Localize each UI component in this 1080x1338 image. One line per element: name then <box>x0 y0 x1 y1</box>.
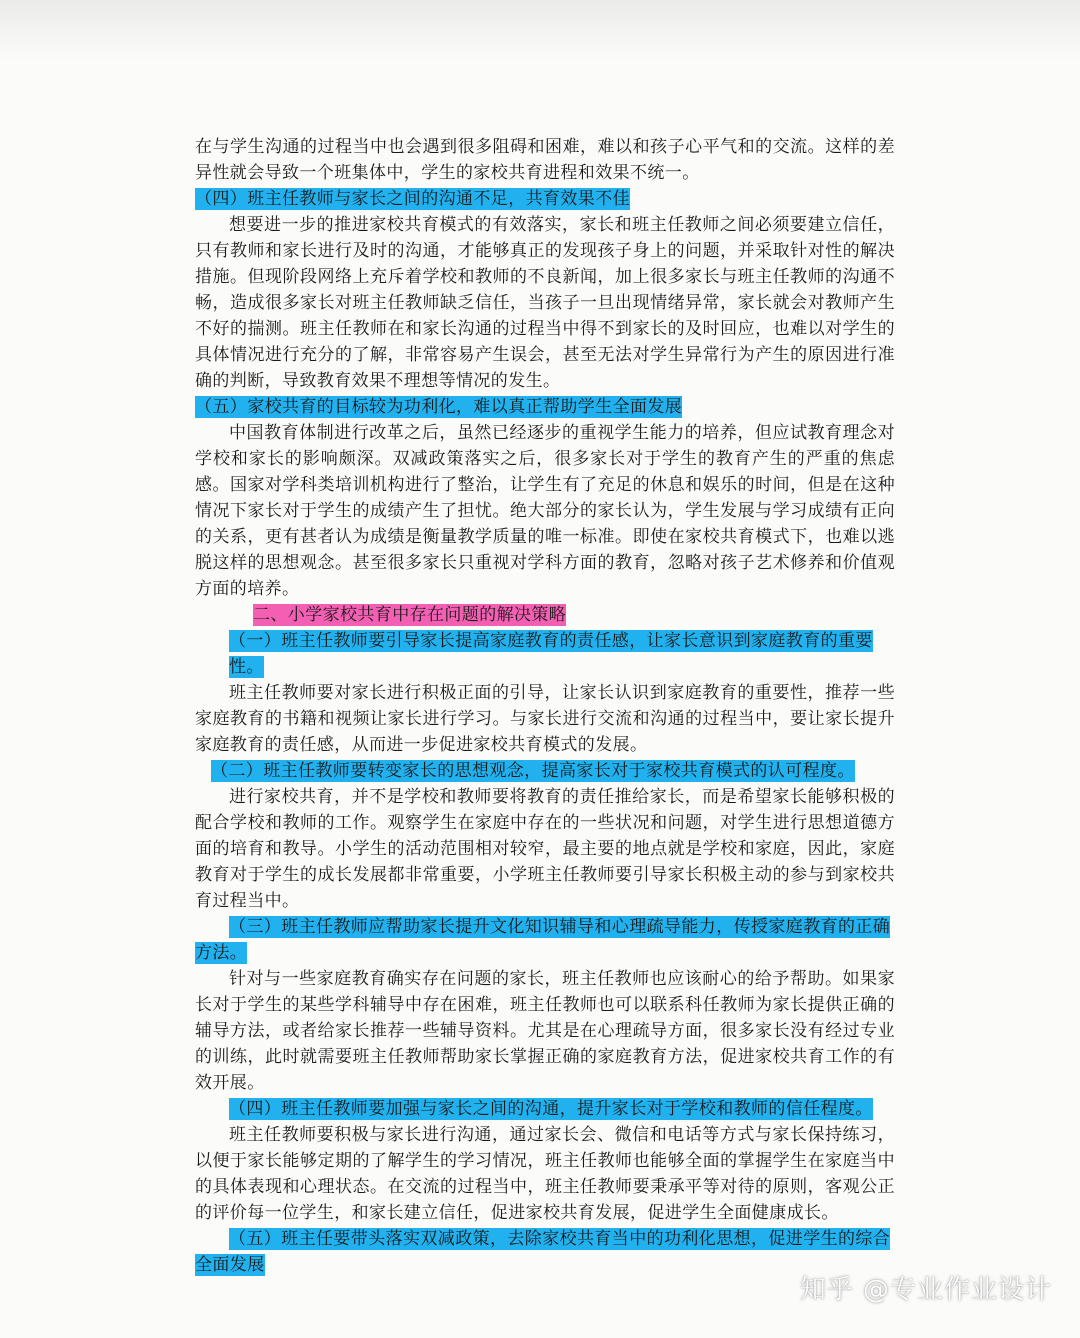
watermark: 知乎 @专业作业设计 <box>799 1275 1052 1305</box>
highlighted-subheading: （三）班主任教师应帮助家长提升文化知识辅导和心理疏导能力，传授家庭教育的正确方法。 <box>195 917 891 963</box>
highlighted-subheading: （五）家校共育的目标较为功利化，难以真正帮助学生全面发展 <box>195 397 683 417</box>
subheading <box>195 758 895 784</box>
paragraph: 班主任教师要积极与家长进行沟通，通过家长会、微信和电话等方式与家长保持练习，以便于家长能够定期的了解学生的学习情况，班主任教师也能够全面的掌握学生在家庭当中的具体表现和心理状态。在交流的过程当中，班主任教师要秉承平等对待的原则，客观公正的评价每一位学生，和家长建立信任，促进家校共育发展，促进学生全面健康成长。 <box>195 1125 895 1223</box>
paragraph: 针对与一些家庭教育确实存在问题的家长，班主任教师也应该耐心的给予帮助。如果家长对于学生的某些学科辅导中存在困难，班主任教师也可以联系科任教师为家长提供正确的辅导方法，或者给家长推荐一些辅导资料。尤其是在心理疏导方面，很多家长没有经过专业的训练，此时就需要班主任教师帮助家长掌握正确的家庭教育方法，促进家校共育工作的有效开展。 <box>195 969 895 1093</box>
paragraph: 想要进一步的推进家校共育模式的有效落实，家长和班主任教师之间必须要建立信任，只有教师和家长进行及时的沟通，才能够真正的发现孩子身上的问题，并采取针对性的解决措施。但现阶段网络上充斥着学校和教师的不良新闻，加上很多家长与班主任教师的沟通不畅，造成很多家长对班主任教师缺乏信任，当孩子一旦出现情绪异常，家长就会对教师产生不好的揣测。班主任教师在和家长沟通的过程当中得不到家长的及时回应，也难以对学生的具体情况进行充分的了解，非常容易产生误会，甚至无法对学生异常行为产生的原因进行准确的判断，导致教育效果不理想等情况的发生。 <box>195 215 895 391</box>
document-body <box>195 134 895 1278</box>
paragraph: 进行家校共育，并不是学校和教师要将教育的责任推给家长，而是希望家长能够积极的配合学校和教师的工作。观察学生在家庭中存在的一些状况和问题，对学生进行思想道德方面的培育和教导。小学生的活动范围相对较窄，最主要的地点就是学校和家庭，因此，家庭教育对于学生的成长发展都非常重要，小学班主任教师要引导家长积极主动的参与到家校共育过程当中。 <box>195 787 895 911</box>
highlighted-subheading: （四）班主任教师与家长之间的沟通不足，共育效果不佳 <box>195 189 630 209</box>
subheading <box>195 186 895 212</box>
subheading <box>195 628 895 680</box>
highlighted-subheading: （二）班主任教师要转变家长的思想观念，提高家长对于家校共育模式的认可程度。 <box>211 761 855 781</box>
subheading <box>195 914 895 966</box>
section-heading <box>195 602 895 628</box>
subheading <box>195 394 895 420</box>
paragraph: 在与学生沟通的过程当中也会遇到很多阻碍和困难，难以和孩子心平气和的交流。这样的差异性就会导致一个班集体中，学生的家校共育进程和效果不统一。 <box>195 137 895 183</box>
paragraph: 班主任教师要对家长进行积极正面的引导，让家长认识到家庭教育的重要性，推荐一些家庭教育的书籍和视频让家长进行学习。与家长进行交流和沟通的过程当中，要让家长提升家庭教育的责任感，从而进一步促进家校共育模式的发展。 <box>195 683 895 755</box>
highlighted-subheading: （一）班主任教师要引导家长提高家庭教育的责任感，让家长意识到家庭教育的重要性。 <box>229 631 873 677</box>
highlighted-subheading: （四）班主任教师要加强与家长之间的沟通，提升家长对于学校和教师的信任程度。 <box>229 1099 873 1119</box>
subheading <box>195 1226 895 1278</box>
highlighted-subheading: （五）班主任要带头落实双减政策，去除家校共育当中的功利化思想，促进学生的综合全面发展 <box>195 1229 891 1275</box>
highlighted-section-heading: 二、小学家校共育中存在问题的解决策略 <box>253 605 567 625</box>
paragraph: 中国教育体制进行改革之后，虽然已经逐步的重视学生能力的培养，但应试教育理念对学校和家长的影响颇深。双减政策落实之后，很多家长对于学生的教育产生的严重的焦虑感。国家对学科类培训机构进行了整治，让学生有了充足的休息和娱乐的时间，但是在这种情况下家长对于学生的成绩产生了担忧。绝大部分的家长认为，学生发展与学习成绩有正向的关系，更有甚者认为成绩是衡量教学质量的唯一标准。即使在家校共育模式下，也难以逃脱这样的思想观念。甚至很多家长只重视对学科方面的教育，忽略对孩子艺术修养和价值观方面的培养。 <box>195 423 895 599</box>
subheading <box>195 1096 895 1122</box>
